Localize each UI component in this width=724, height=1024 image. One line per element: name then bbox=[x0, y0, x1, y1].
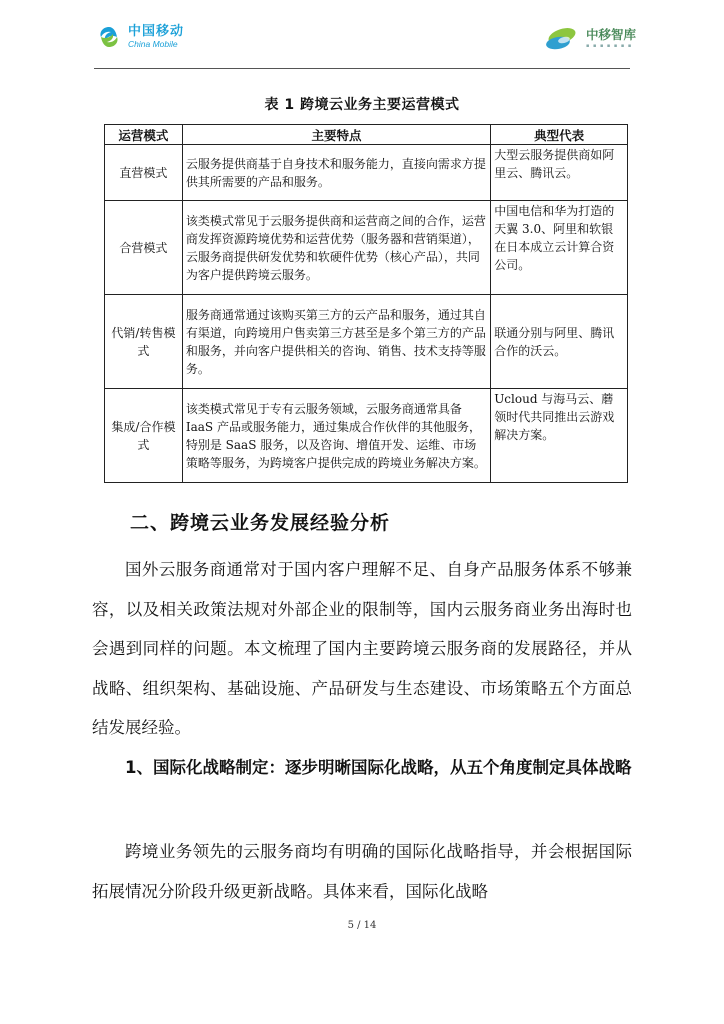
china-mobile-logo bbox=[96, 24, 184, 50]
operation-modes-table bbox=[104, 124, 628, 483]
header-mode: 运营模式 bbox=[105, 125, 183, 145]
row-mode: 直营模式 bbox=[105, 145, 183, 201]
table-row bbox=[105, 389, 628, 483]
page-header bbox=[0, 0, 724, 72]
china-mobile-en: China Mobile bbox=[128, 39, 178, 50]
table-row bbox=[105, 145, 628, 201]
subsection-heading: 1、国际化战略制定：逐步明晰国际化战略，从五个角度制定具体战略 bbox=[125, 758, 632, 777]
row-example: 大型云服务提供商如阿里云、腾讯云。 bbox=[491, 145, 628, 201]
row-example: 中国电信和华为打造的天翼 3.0、阿里和软银在日本成立云计算合资公司。 bbox=[491, 201, 628, 295]
china-mobile-cn: 中国移动 bbox=[128, 24, 185, 40]
page-number: 5 / 14 bbox=[347, 920, 377, 931]
row-example: Ucloud 与海马云、蘑领时代共同推出云游戏解决方案。 bbox=[491, 389, 628, 483]
table-header-row bbox=[105, 125, 628, 145]
header-divider bbox=[94, 68, 630, 69]
think-tank-cn: 中移智库 bbox=[585, 26, 636, 42]
body-paragraph-1: 国外云服务商通常对于国内客户理解不足、自身产品服务体系不够兼容，以及相关政策法规对外部企业的限制等，国内云服务商业务出海时也会遇到同样的问题。本文梳理了国内主要跨境云服务商的发展路径，并从战略、组织架构、基础设施、产品研发与生态建设、市场策略五个方面总结发展经验。 bbox=[92, 560, 632, 737]
row-mode: 集成/合作模式 bbox=[105, 389, 183, 483]
header-feature: 主要特点 bbox=[182, 125, 490, 145]
row-feature: 云服务提供商基于自身技术和服务能力，直接向需求方提供其所需要的产品和服务。 bbox=[182, 145, 490, 201]
body-paragraph-2: 跨境业务领先的云服务商均有明确的国际化战略指导，并会根据国际拓展情况分阶段升级更新战略。具体来看，国际化战略 bbox=[92, 842, 632, 901]
header-example: 典型代表 bbox=[491, 125, 628, 145]
cmcc-think-tank-logo bbox=[544, 24, 636, 54]
row-feature: 服务商通常通过该购买第三方的云产品和服务，通过其自有渠道，向跨境用户售卖第三方甚至是多个第三方的产品和服务，并向客户提供相关的咨询、销售、技术支持等服务。 bbox=[182, 295, 490, 389]
china-mobile-swirl-icon bbox=[96, 24, 122, 50]
row-mode: 合营模式 bbox=[105, 201, 183, 295]
row-feature: 该类模式常见于专有云服务领域，云服务商通常具备 IaaS 产品或服务能力，通过集成合作伙伴的其他服务，特别是 SaaS 服务，以及咨询、增值开发、运维、市场策略等服务，为跨境客户提供完成的跨境业务解决方案。 bbox=[182, 389, 490, 483]
think-tank-leaf-icon bbox=[544, 24, 580, 54]
row-example: 联通分别与阿里、腾讯合作的沃云。 bbox=[491, 295, 628, 389]
table-title: 表 1 跨境云业务主要运营模式 bbox=[264, 97, 460, 113]
table-row bbox=[105, 295, 628, 389]
table-row bbox=[105, 201, 628, 295]
section-heading: 二、跨境云业务发展经验分析 bbox=[130, 512, 391, 534]
row-mode: 代销/转售模式 bbox=[105, 295, 183, 389]
row-feature: 该类模式常见于云服务提供商和运营商之间的合作，运营商发挥资源跨境优势和运营优势（服务器和营销渠道），云服务商提供研发优势和软硬件优势（核心产品），共同为客户提供跨境云服务。 bbox=[182, 201, 490, 295]
think-tank-tagline: ▪ ▪ ▪ ▪ ▪ ▪ ▪ bbox=[585, 43, 633, 50]
